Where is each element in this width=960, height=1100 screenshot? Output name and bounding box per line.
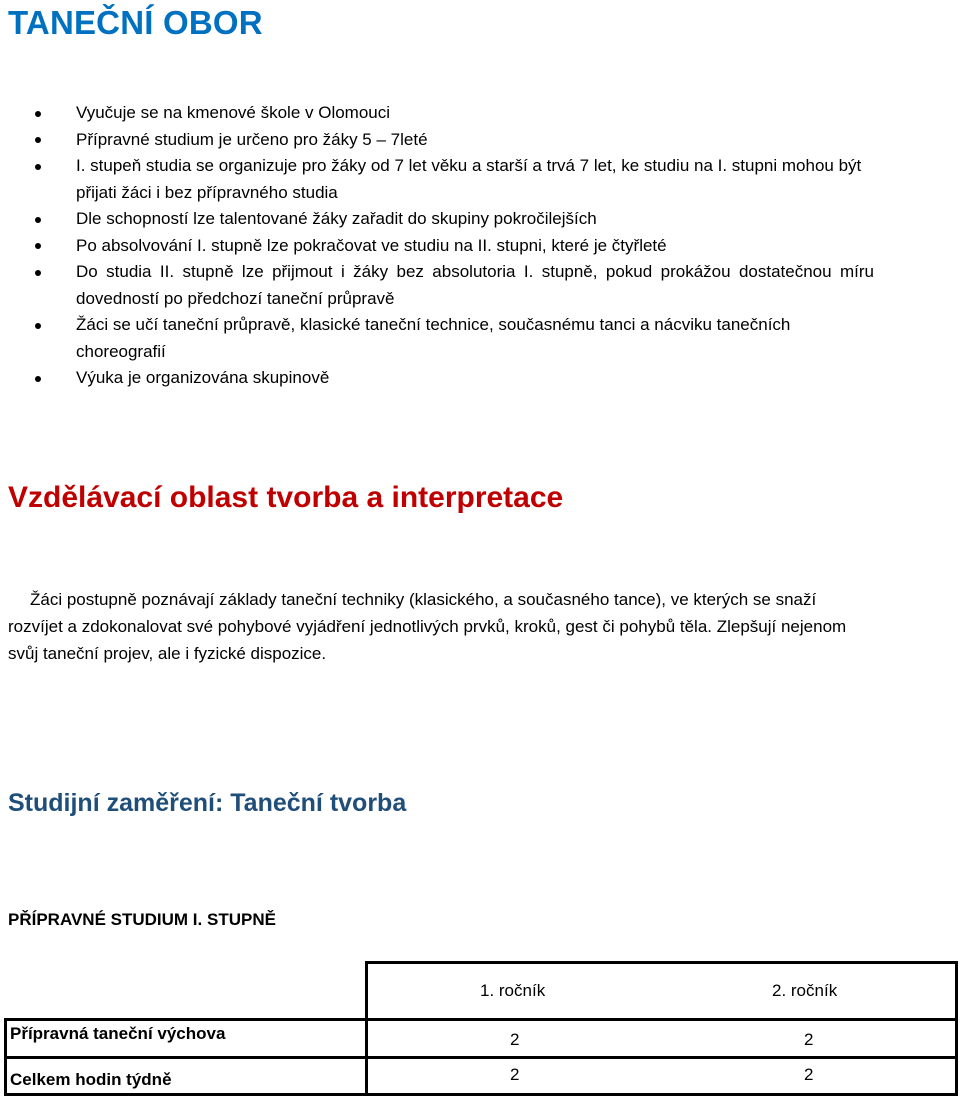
table-cell: 2: [510, 1065, 520, 1084]
table-border-bottom: [4, 1093, 958, 1096]
bullet-dot-icon: [35, 270, 41, 276]
table-column-divider: [365, 961, 368, 1096]
bullet-dot-icon: [35, 217, 41, 223]
table-cell: 2: [804, 1030, 814, 1049]
bullet-dot-icon: [35, 137, 41, 143]
bullet-item: [0, 365, 874, 392]
bullet-dot-icon: [35, 243, 41, 249]
bullet-item: [0, 259, 874, 312]
page-title: TANEČNÍ OBOR: [8, 4, 263, 41]
bullet-item: [0, 100, 874, 127]
table-cell: 2: [510, 1030, 520, 1049]
bullet-text: Vyučuje se na kmenové škole v Olomouci: [76, 103, 391, 122]
table-cell: 2: [804, 1065, 814, 1084]
focus-heading: Studijní zaměření: Taneční tvorba: [8, 789, 407, 817]
bullet-item: [0, 233, 874, 260]
table-row-divider: [4, 1018, 958, 1021]
bullet-text: Výuka je organizována skupinově: [76, 368, 330, 387]
table-column-header: 1. ročník: [480, 981, 546, 1000]
bullet-item: [0, 153, 874, 206]
schedule-table: [4, 961, 958, 1096]
info-bullet-list: [0, 100, 960, 392]
study-heading: PŘÍPRAVNÉ STUDIUM I. STUPNĚ: [8, 910, 276, 929]
table-border-right: [955, 961, 958, 1096]
bullet-text: Dle schopností lze talentované žáky zařadit do skupiny pokročilejších: [76, 209, 597, 228]
bullet-dot-icon: [35, 111, 41, 117]
bullet-text: Přípravné studium je určeno pro žáky 5 – 7leté: [76, 129, 428, 149]
bullet-text: Žáci se učí taneční průpravě, klasické taneční technice, současnému tanci a nácviku tanečních choreografií: [76, 315, 791, 361]
bullet-text: I. stupeň studia se organizuje pro žáky od 7 let věku a starší a trvá 7 let, ke studiu na I. stupni mohou být přijati žáci i bez přípravného studia: [76, 156, 862, 202]
bullet-item: [0, 127, 874, 154]
table-row-label: Celkem hodin týdně: [10, 1070, 172, 1089]
bullet-dot-icon: [35, 164, 41, 170]
bullet-item: [0, 206, 874, 233]
bullet-dot-icon: [35, 323, 41, 329]
table-column-header: 2. ročník: [772, 981, 838, 1000]
table-row-label: Přípravná taneční výchova: [10, 1024, 226, 1043]
table-border-top: [365, 961, 958, 964]
section-paragraph: Žáci postupně poznávají základy taneční techniky (klasického, a současného tance), ve kterých se snaží rozvíjet a zdokonalovat své pohybové vyjádření jednotlivých prvků, kroků, gest či pohybů těla. Zlepšují nejenom svůj taneční projev, ale i fyzické dispozice.: [8, 590, 847, 663]
table-row-divider: [4, 1056, 958, 1059]
bullet-text: Do studia II. stupně lze přijmout i žáky bez absolutoria I. stupně, pokud prokážou dostatečnou míru dovedností po předchozí taneční průpravě: [76, 262, 874, 308]
bullet-text: Po absolvování I. stupně lze pokračovat ve studiu na II. stupni, které je čtyřleté: [76, 235, 667, 255]
section-heading: Vzdělávací oblast tvorba a interpretace: [8, 481, 564, 514]
table-border-left: [4, 1018, 7, 1096]
bullet-item: [0, 312, 874, 365]
bullet-dot-icon: [35, 376, 41, 382]
